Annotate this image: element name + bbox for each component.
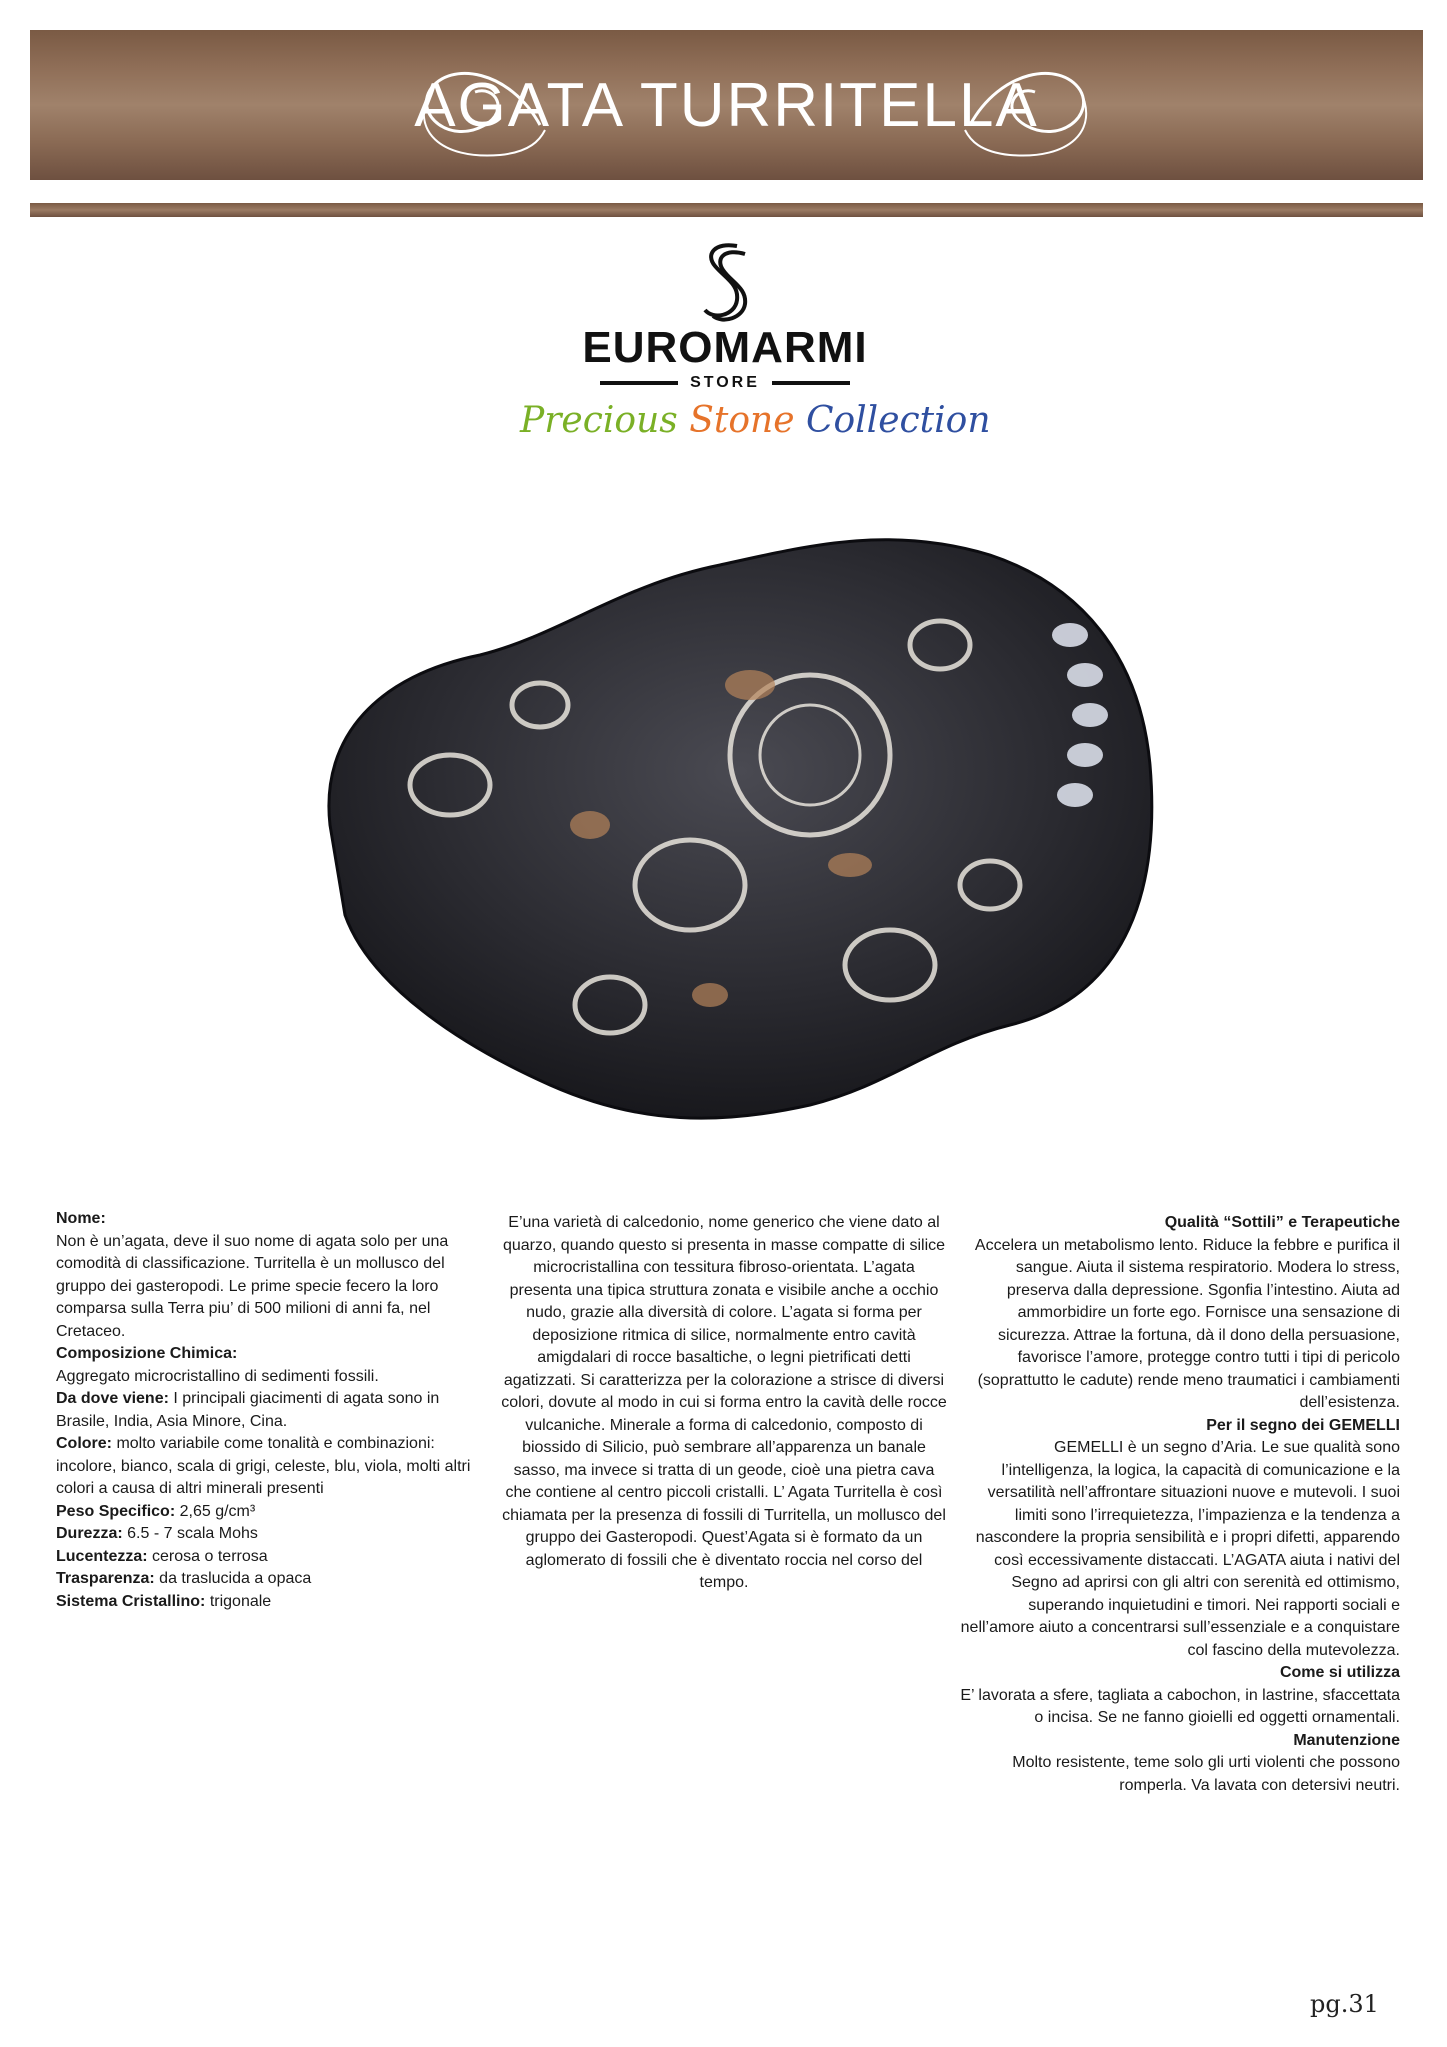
title-banner bbox=[30, 30, 1423, 180]
manutenzione-text: Molto resistente, teme solo gli urti violenti che possono romperla. Va lavata con detersivi neutri. bbox=[1012, 1754, 1400, 1794]
composizione-text: Aggregato microcristallino di sedimenti fossili. bbox=[56, 1367, 379, 1385]
composizione-label: Composizione Chimica: bbox=[56, 1345, 238, 1362]
tagline-word-stone: Stone bbox=[689, 400, 795, 441]
manutenzione-title: Manutenzione bbox=[1293, 1731, 1400, 1749]
durezza-row: Durezza: 6.5 - 7 scala Mohs bbox=[56, 1525, 258, 1542]
qualita-text: Accelera un metabolismo lento. Riduce la febbre e purifica il sangue. Aiuta il sistema respiratorio. Modera lo stress, preserva dalla depressione. Sgonfia l’intestino. Aiuta ad ammorbidire un forte ego. Fornisce una sensazione di sicurezza. Attrae la fortuna, dà il dono della persuasione, favorisce l’amore, protegge contro tutti i tipi di pericolo (soprattutto le cadute) rende meno traumatici i cambiamenti dell’esistenza. bbox=[974, 1236, 1400, 1411]
turritella-agate-stone-image bbox=[290, 525, 1170, 1145]
nome-text: Non è un’agata, deve il suo nome di agata solo per una comodità di classificazione. Turritella è un mollusco del gruppo dei gasteropodi. Le prime specie fecero la loro comparsa sulla Terra piu’ di 500 milioni di anni fa, nel Cretaceo. bbox=[56, 1232, 449, 1340]
double-s-logo-icon bbox=[695, 240, 755, 322]
tagline-word-precious: Precious bbox=[520, 400, 678, 441]
logo-bar-left bbox=[600, 381, 678, 385]
properties-column bbox=[56, 1208, 486, 1613]
sistema-row: Sistema Cristallino: trigonale bbox=[56, 1592, 272, 1610]
logo-store-row bbox=[580, 374, 870, 392]
uso-title: Come si utilizza bbox=[1279, 1664, 1400, 1681]
segno-title: Per il segno dei GEMELLI bbox=[1206, 1416, 1400, 1434]
header-divider bbox=[30, 203, 1423, 217]
logo-bar-right bbox=[772, 381, 850, 385]
qualities-column bbox=[960, 1212, 1400, 1797]
nome-label: Nome: bbox=[56, 1210, 106, 1227]
qualita-title: Qualità “Sottili” e Terapeutiche bbox=[1164, 1214, 1400, 1231]
collection-tagline bbox=[520, 400, 991, 441]
provenienza-row: Da dove viene: I principali giacimenti di agata sono in Brasile, India, Asia Minore, Cina. bbox=[56, 1390, 440, 1430]
page-number: pg.31 bbox=[1310, 1990, 1379, 2018]
peso-row: Peso Specifico: 2,65 g/cm³ bbox=[56, 1502, 256, 1520]
logo-name: EUROMARMI bbox=[582, 323, 868, 372]
colore-row: Colore: molto variabile come tonalità e combinazioni: incolore, bianco, scala di grigi, celeste, blu, viola, molti altri colori a causa di altri minerali presenti bbox=[56, 1435, 471, 1497]
euromarmi-logo bbox=[580, 240, 870, 392]
segno-text: GEMELLI è un segno d’Aria. Le sue qualità sono l’intelligenza, la logica, la capacità di comunicazione e la versatilità nell’affrontare situazioni nuove e mutevoli. I suoi limiti sono l’irrequietezza, l’impazienza e la tendenza a nascondere la propria sensibilità e i propri difetti, apparendo così eccessivamente distaccati. L’AGATA aiuta i nativi del Segno ad aprirsi con gli altri con serenità ed ottimismo, superando inquietudini e timori. Nei rapporti sociali e nell’amore aiuto a concentrarsi sull’essenziale e a conquistare col fascino della mutevolezza. bbox=[960, 1439, 1400, 1659]
page-title: AGATA TURRITELLA bbox=[414, 70, 1039, 140]
trasparenza-row: Trasparenza: da traslucida a opaca bbox=[56, 1570, 312, 1587]
tagline-word-collection: Collection bbox=[805, 400, 991, 441]
description-column bbox=[500, 1212, 948, 1595]
lucentezza-row: Lucentezza: cerosa o terrosa bbox=[56, 1547, 268, 1565]
uso-text: E’ lavorata a sfere, tagliata a cabochon, in lastrine, sfaccettata o incisa. Se ne fanno gioielli ed oggetti ornamentali. bbox=[960, 1686, 1400, 1726]
logo-store: STORE bbox=[690, 374, 760, 391]
description-text: E’una varietà di calcedonio, nome generico che viene dato al quarzo, quando questo si presenta in masse compatte di silice microcristallina con tessitura fibroso-orientata. L’agata presenta una tipica struttura zonata e visibile anche a occhio nudo, grazie alla diversità di colore. L’agata si forma per deposizione ritmica di silice, normalmente entro cavità amigdalari di rocce basaltiche, o legni pietrificati detti agatizzati. Si caratterizza per la colorazione a strisce di diversi colori, dovute al modo in cui si forma entro la cavità delle rocce vulcaniche. Minerale a forma di calcedonio, composto di biossido di Silicio, può sembrare all’apparenza un banale sasso, ma invece si tratta di un geode, cioè una pietra cava che contiene al centro piccoli cristalli. L’ Agata Turritella è così chiamata per la presenza di fossili di Turritella, un mollusco del gruppo dei Gasteropodi. Quest’Agata si è formato da un aglomerato di fossili che è diventato roccia nel corso del tempo. bbox=[501, 1214, 947, 1591]
